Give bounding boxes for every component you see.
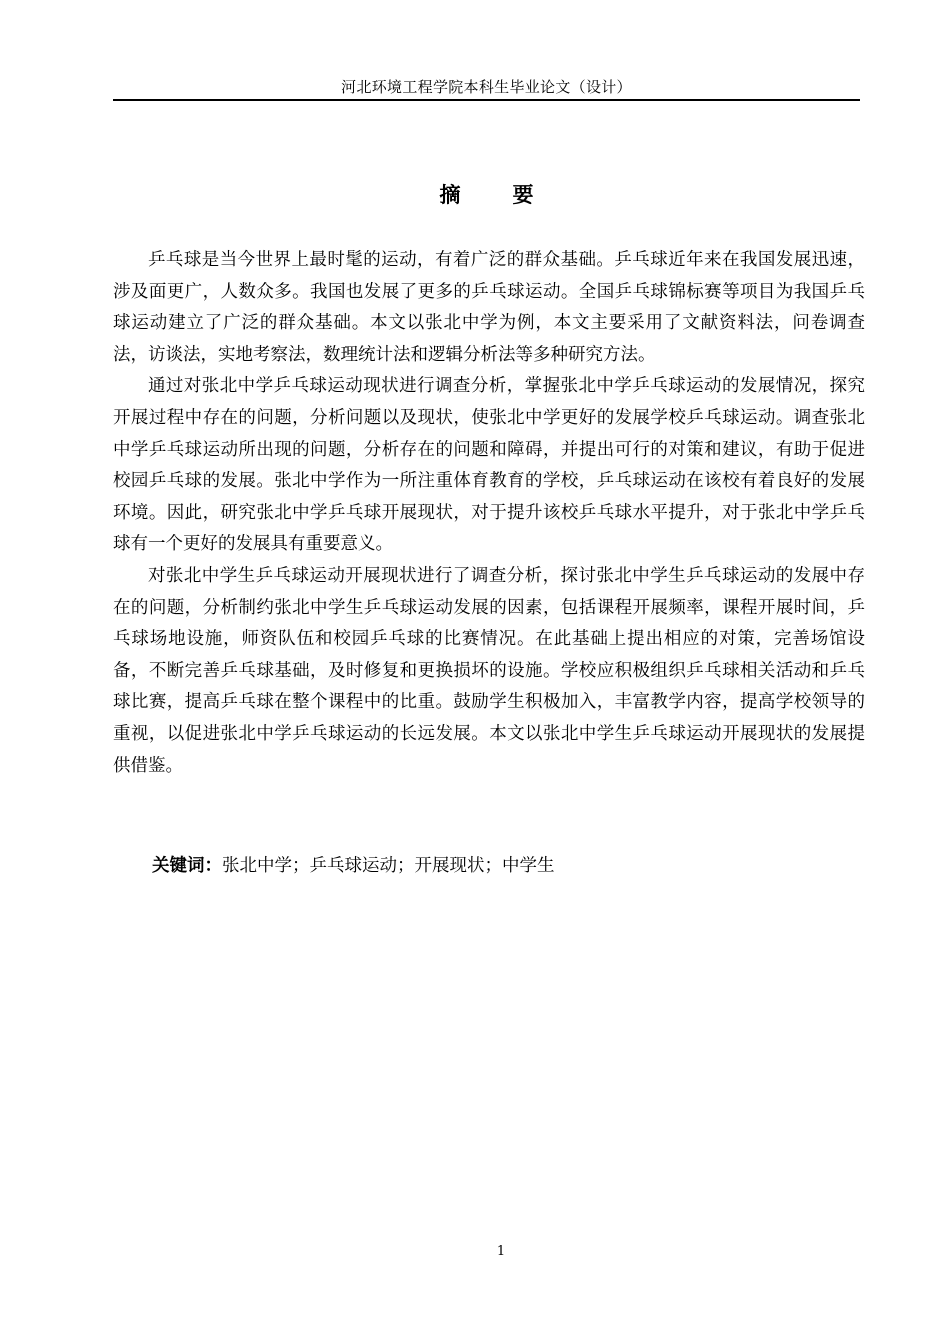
page-number: 1 [496,1244,506,1259]
keywords-value: 张北中学；乒乓球运动；开展现状；中学生 [222,856,555,876]
keywords-label: 关键词： [152,856,222,876]
header-rule [113,99,860,101]
page-title: 摘要 [439,183,586,207]
abstract-paragraph-2: 通过对张北中学乒乓球运动现状进行调查分析，掌握张北中学乒乓球运动的发展情况，探究开展过程中存在的问题，分析问题以及现状，使张北中学更好的发展学校乒乓球运动。调查张北中学乒乓球运动所出现的问题，分析存在的问题和障碍，并提出可行的对策和建议，有助于促进校园乒乓球的发展。张北中学作为一所注重体育教育的学校，乒乓球运动在该校有着良好的发展环境。因此，研究张北中学乒乓球开展现状，对于提升该校乒乓球水平提升，对于张北中学乒乓球有一个更好的发展具有重要意义。 [113,376,865,555]
abstract-body [113,245,865,782]
abstract-paragraph-1: 乒乓球是当今世界上最时髦的运动，有着广泛的群众基础。乒乓球近年来在我国发展迅速，涉及面更广，人数众多。我国也发展了更多的乒乓球运动。全国乒乓球锦标赛等项目为我国乒乓球运动建立了广泛的群众基础。本文以张北中学为例，本文主要采用了文献资料法，问卷调查法，访谈法，实地考察法，数理统计法和逻辑分析法等多种研究方法。 [113,250,865,365]
abstract-paragraph-3: 对张北中学生乒乓球运动开展现状进行了调查分析，探讨张北中学生乒乓球运动的发展中存在的问题，分析制约张北中学生乒乓球运动发展的因素，包括课程开展频率，课程开展时间，乒乓球场地设施，师资队伍和校园乒乓球的比赛情况。在此基础上提出相应的对策，完善场馆设备，不断完善乒乓球基础，及时修复和更换损坏的设施。学校应积极组织乒乓球相关活动和乒乓球比赛，提高乒乓球在整个课程中的比重。鼓励学生积极加入，丰富教学内容，提高学校领导的重视，以促进张北中学乒乓球运动的长远发展。本文以张北中学生乒乓球运动开展现状的发展提供借鉴。 [113,565,865,776]
keywords-line [152,851,555,883]
running-header: 河北环境工程学院本科生毕业论文（设计） [341,78,632,96]
